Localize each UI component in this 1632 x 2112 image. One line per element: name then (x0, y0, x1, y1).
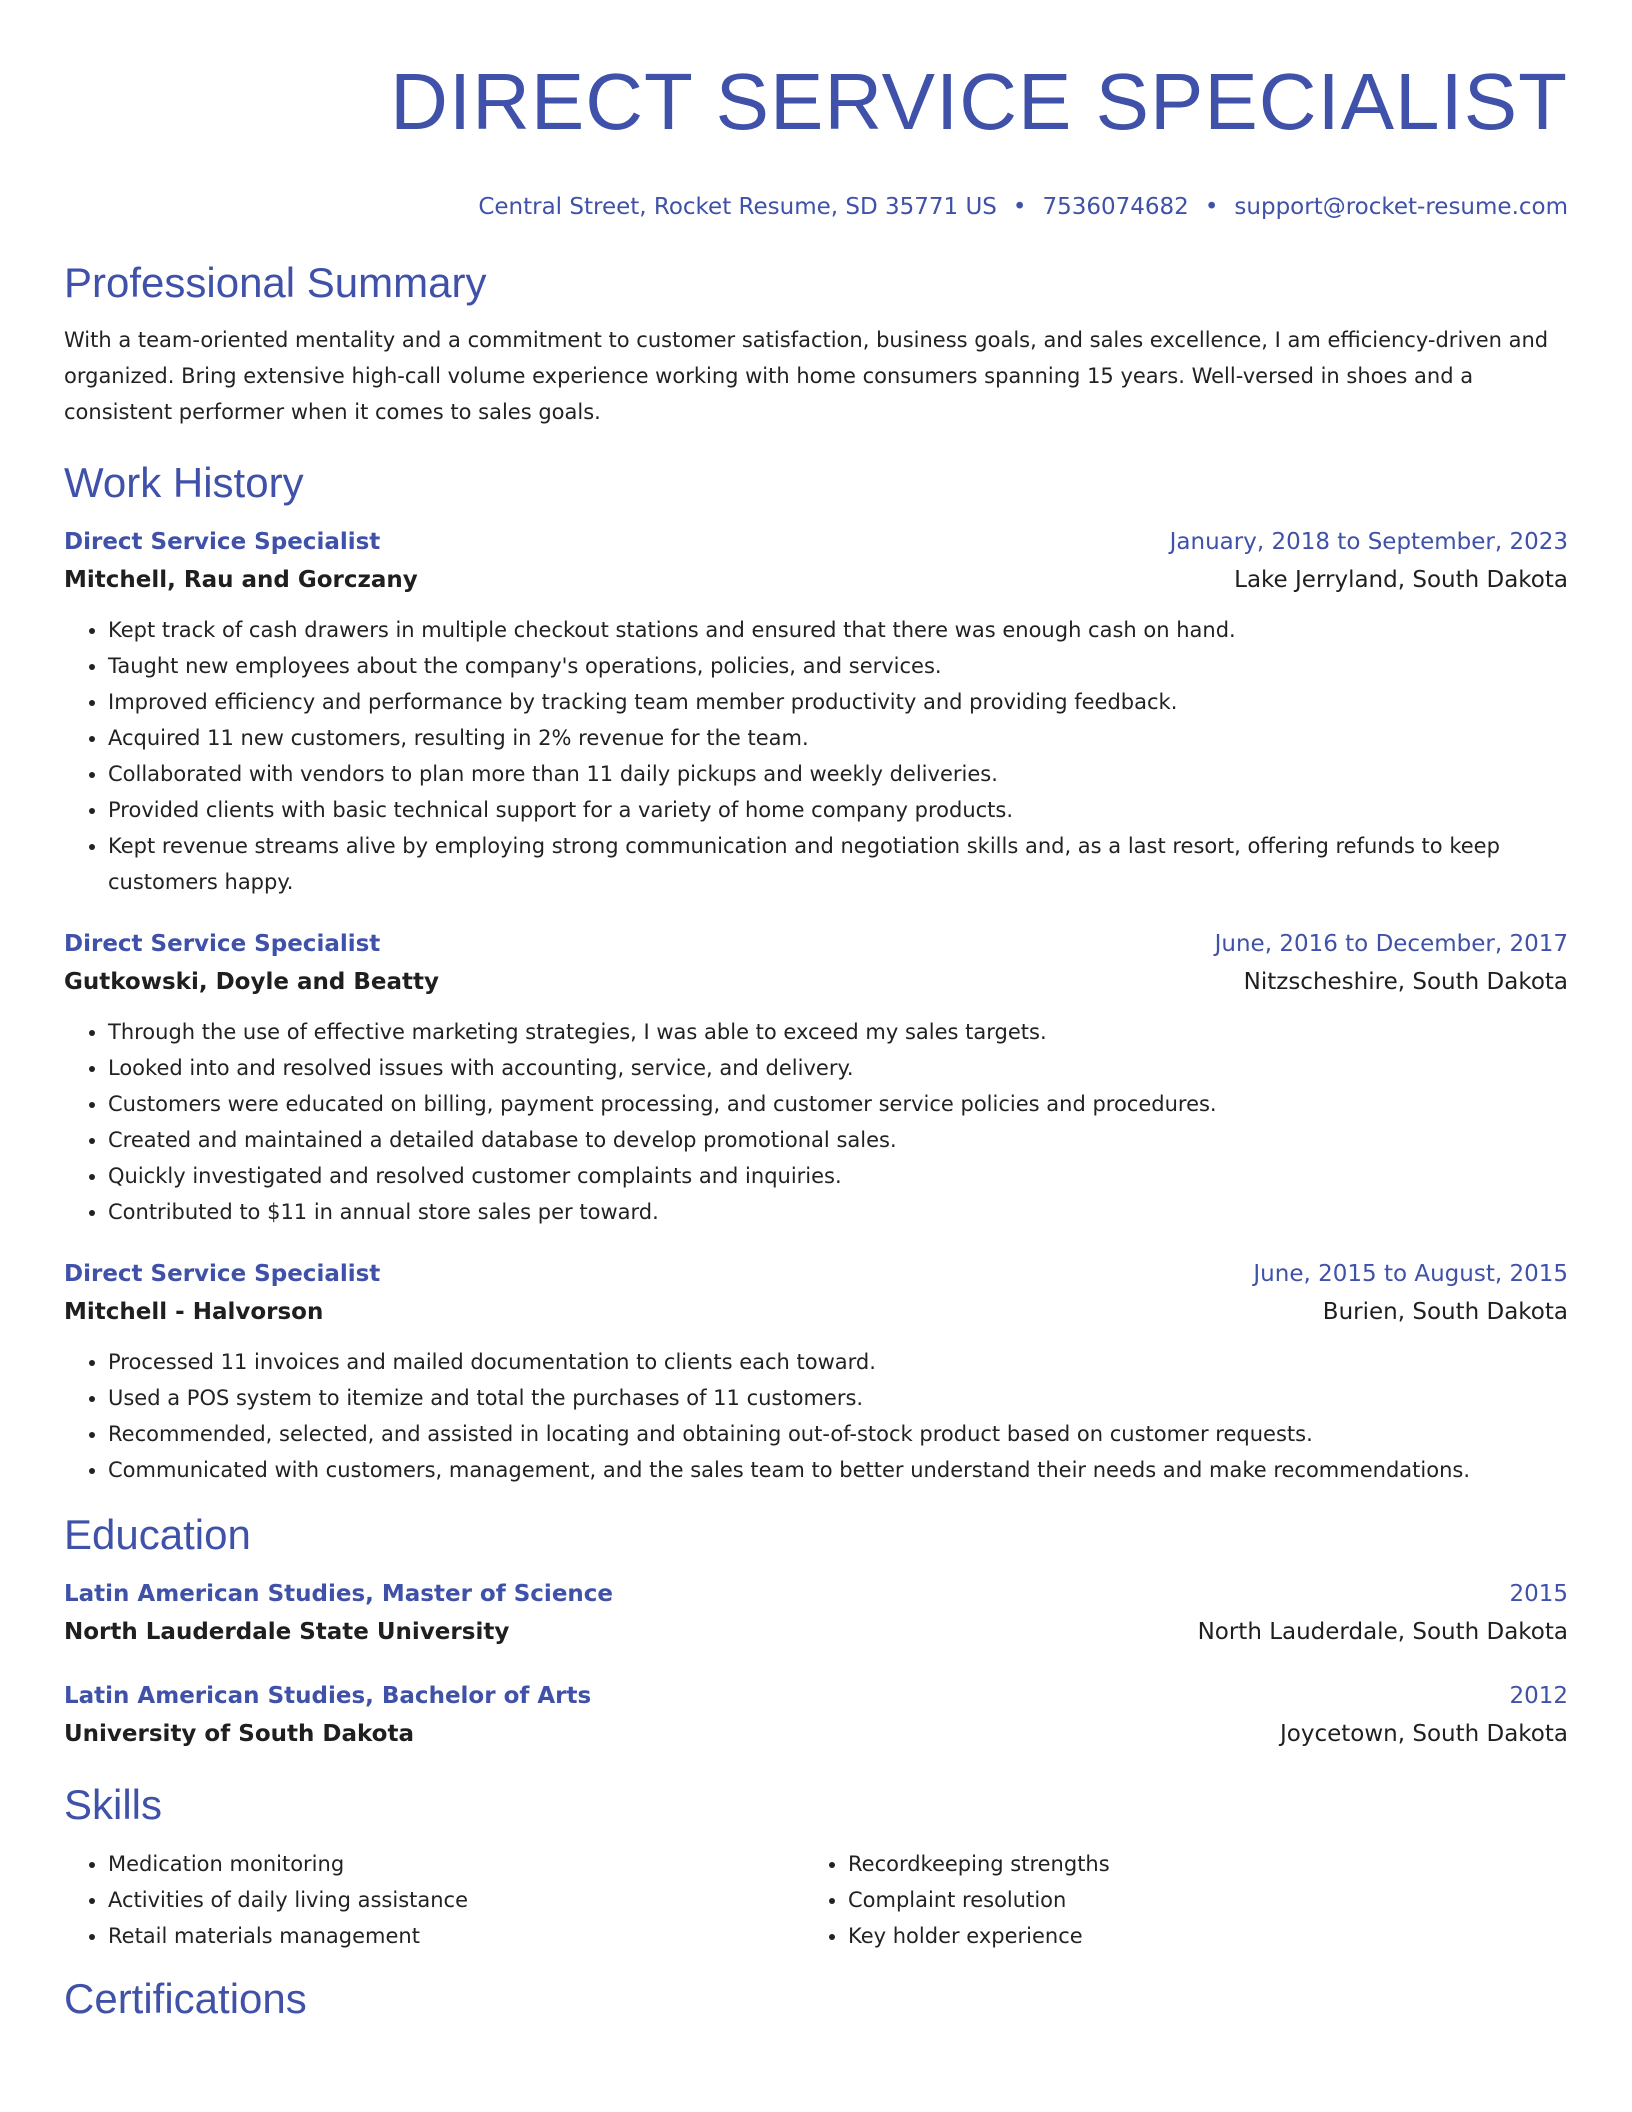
job-company: Gutkowski, Doyle and Beatty (64, 969, 439, 995)
list-item: • Collaborated with vendors to plan more than 11 daily pickups and weekly deliveries. (108, 756, 1568, 792)
degree: Latin American Studies, Master of Science (64, 1581, 614, 1607)
list-item: • Kept track of cash drawers in multiple checkout stations and ensured that there was enough cash on hand. (108, 612, 1568, 648)
list-item: • Activities of daily living assistance (108, 1882, 804, 1918)
list-item: • Medication monitoring (108, 1846, 804, 1882)
job-role: Direct Service Specialist (64, 529, 381, 555)
job-dates: January, 2018 to September, 2023 (1169, 529, 1568, 555)
job-role: Direct Service Specialist (64, 931, 381, 957)
contact-phone[interactable]: 7536074682 (1042, 194, 1189, 220)
job-location: Lake Jerryland, South Dakota (1234, 567, 1568, 593)
list-item: • Quickly investigated and resolved customer complaints and inquiries. (108, 1158, 1568, 1194)
certifications-section (64, 1974, 1568, 2024)
contact-line (64, 192, 1568, 222)
list-item: • Looked into and resolved issues with accounting, service, and delivery. (108, 1050, 1568, 1086)
list-item: • Retail materials management (108, 1918, 804, 1954)
list-item: • Used a POS system to itemize and total the purchases of 11 customers. (108, 1380, 1568, 1416)
summary-text: With a team-oriented mentality and a commitment to customer satisfaction, business goals, and sales excellence, I am efficiency-driven and organized. Bring extensive high-call volume experience working with home consumers spanning 15 years. Well-versed in shoes and a consistent performer when it comes to sales goals. (64, 328, 1549, 424)
school: University of South Dakota (64, 1721, 414, 1747)
job-entry (64, 1256, 1568, 1488)
list-item: • Contributed to $11 in annual store sales per toward. (108, 1194, 1568, 1230)
degree: Latin American Studies, Bachelor of Arts (64, 1683, 592, 1709)
skills-list (804, 1846, 1544, 1954)
education-section (64, 1510, 1568, 1754)
contact-separator: • (1012, 194, 1027, 220)
skills-section (64, 1780, 1568, 1954)
list-item: • Processed 11 invoices and mailed documentation to clients each toward. (108, 1344, 1568, 1380)
list-item: • Customers were educated on billing, payment processing, and customer service policies and procedures. (108, 1086, 1568, 1122)
education-entry (64, 1678, 1568, 1754)
job-location: Nitzscheshire, South Dakota (1243, 969, 1568, 995)
school-location: North Lauderdale, South Dakota (1197, 1619, 1568, 1645)
skills-heading: Skills (64, 1781, 163, 1828)
list-item: • Complaint resolution (848, 1882, 1544, 1918)
list-item: • Provided clients with basic technical support for a variety of home company products. (108, 792, 1568, 828)
school-location: Joycetown, South Dakota (1279, 1721, 1568, 1747)
list-item: • Created and maintained a detailed database to develop promotional sales. (108, 1122, 1568, 1158)
job-company: Mitchell, Rau and Gorczany (64, 567, 418, 593)
resume-header (64, 52, 1568, 222)
list-item: • Improved efficiency and performance by tracking team member productivity and providing feedback. (108, 684, 1568, 720)
school: North Lauderdale State University (64, 1619, 510, 1645)
job-dates: June, 2016 to December, 2017 (1214, 931, 1568, 957)
summary-section (64, 258, 1568, 430)
contact-address: Central Street, Rocket Resume, SD 35771 US (478, 194, 997, 220)
job-company: Mitchell - Halvorson (64, 1299, 324, 1325)
list-item: • Recordkeeping strengths (848, 1846, 1544, 1882)
graduation-year: 2012 (1509, 1683, 1568, 1709)
skills-grid (64, 1846, 1568, 1954)
list-item: • Kept revenue streams alive by employing strong communication and negotiation skills and, as a last resort, offering refunds to keep customers happy. (108, 828, 1568, 900)
list-item: • Taught new employees about the company's operations, policies, and services. (108, 648, 1568, 684)
work-history-heading: Work History (64, 459, 304, 506)
job-role: Direct Service Specialist (64, 1261, 381, 1287)
education-heading: Education (64, 1511, 251, 1558)
contact-separator: • (1204, 194, 1219, 220)
job-entry (64, 926, 1568, 1230)
work-history-section (64, 458, 1568, 1488)
list-item: • Through the use of effective marketing strategies, I was able to exceed my sales targets. (108, 1014, 1568, 1050)
list-item: • Communicated with customers, management, and the sales team to better understand their needs and make recommendations. (108, 1452, 1568, 1488)
certifications-heading: Certifications (64, 1975, 307, 2022)
skills-column-left (64, 1846, 804, 1954)
contact-email[interactable]: support@rocket-resume.com (1234, 194, 1568, 220)
job-bullets (64, 1344, 1568, 1488)
skills-column-right (804, 1846, 1544, 1954)
skills-list (64, 1846, 804, 1954)
list-item: • Recommended, selected, and assisted in locating and obtaining out-of-stock product based on customer requests. (108, 1416, 1568, 1452)
candidate-title: DIRECT SERVICE SPECIALIST (390, 57, 1568, 146)
summary-heading: Professional Summary (64, 259, 487, 306)
job-entry (64, 524, 1568, 900)
list-item: • Acquired 11 new customers, resulting in 2% revenue for the team. (108, 720, 1568, 756)
list-item: • Key holder experience (848, 1918, 1544, 1954)
job-dates: June, 2015 to August, 2015 (1253, 1261, 1568, 1287)
graduation-year: 2015 (1509, 1581, 1568, 1607)
job-bullets (64, 1014, 1568, 1230)
education-entry (64, 1576, 1568, 1652)
job-location: Burien, South Dakota (1322, 1299, 1568, 1325)
job-bullets (64, 612, 1568, 900)
